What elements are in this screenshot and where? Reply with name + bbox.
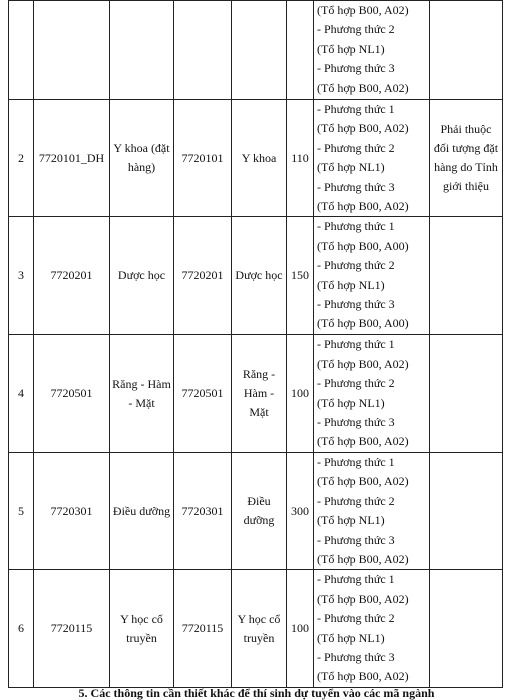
method-line: - Phương thức 2 bbox=[317, 22, 395, 37]
program-name-cell: Điều dưỡng bbox=[110, 452, 174, 569]
program-name-cell bbox=[110, 1, 174, 100]
admission-methods-cell bbox=[314, 217, 430, 335]
section-heading: 5. Các thông tin cần thiết khác để thí sinh dự tuyển vào các mã ngành bbox=[78, 686, 435, 700]
admission-methods-cell bbox=[314, 100, 430, 217]
quota-cell: 110 bbox=[287, 100, 314, 217]
method-line: (Tổ hợp B00, A02) bbox=[317, 356, 409, 371]
admission-code-cell bbox=[174, 1, 232, 100]
method-line: (Tổ hợp B00, A02) bbox=[317, 434, 409, 449]
admission-code-cell: 7720101 bbox=[174, 100, 232, 217]
method-line: (Tổ hợp NL1) bbox=[317, 395, 385, 410]
program-name-cell: Răng - Hàm - Mặt bbox=[110, 335, 174, 452]
table-row bbox=[9, 570, 503, 687]
program-code-cell: 7720501 bbox=[34, 335, 110, 452]
method-line: - Phương thức 2 bbox=[317, 493, 395, 508]
method-line: (Tổ hợp B00, A02) bbox=[317, 3, 409, 17]
method-line: - Phương thức 2 bbox=[317, 611, 395, 626]
row-number-cell: 2 bbox=[9, 100, 34, 217]
note-cell bbox=[430, 335, 503, 452]
quota-cell: 100 bbox=[287, 335, 314, 452]
program-code-cell: 7720115 bbox=[34, 570, 110, 687]
note-cell bbox=[430, 217, 503, 335]
admission-code-cell: 7720501 bbox=[174, 335, 232, 452]
method-line: (Tổ hợp NL1) bbox=[317, 160, 385, 175]
note-cell bbox=[430, 452, 503, 569]
admission-name-cell: Điều dưỡng bbox=[232, 452, 287, 569]
table-row bbox=[9, 1, 503, 100]
admission-methods-cell bbox=[314, 452, 430, 569]
admission-code-cell: 7720201 bbox=[174, 217, 232, 335]
row-number-cell: 4 bbox=[9, 335, 34, 452]
method-line: (Tổ hợp B00, A02) bbox=[317, 199, 409, 214]
table-row bbox=[9, 217, 503, 335]
method-line: (Tổ hợp B00, A02) bbox=[317, 669, 409, 684]
row-number-cell: 6 bbox=[9, 570, 34, 687]
method-line: - Phương thức 3 bbox=[317, 297, 395, 312]
quota-cell: 150 bbox=[287, 217, 314, 335]
method-line: - Phương thức 3 bbox=[317, 179, 395, 194]
method-line: (Tổ hợp B00, A02) bbox=[317, 551, 409, 566]
table-row bbox=[9, 452, 503, 569]
method-line: (Tổ hợp B00, A00) bbox=[317, 316, 409, 331]
method-line: - Phương thức 2 bbox=[317, 258, 395, 273]
quota-cell: 300 bbox=[287, 452, 314, 569]
method-line: (Tổ hợp B00, A02) bbox=[317, 121, 409, 136]
row-number-cell bbox=[9, 1, 34, 100]
program-code-cell: 7720101_DH bbox=[34, 100, 110, 217]
method-line: - Phương thức 3 bbox=[317, 532, 395, 547]
admission-code-cell: 7720115 bbox=[174, 570, 232, 687]
method-line: (Tổ hợp B00, A00) bbox=[317, 238, 409, 253]
row-number-cell: 3 bbox=[9, 217, 34, 335]
method-line: (Tổ hợp NL1) bbox=[317, 513, 385, 528]
admission-name-cell: Y học cổ truyền bbox=[232, 570, 287, 687]
note-cell bbox=[430, 570, 503, 687]
admission-methods-cell bbox=[314, 1, 430, 100]
method-line: - Phương thức 1 bbox=[317, 337, 395, 352]
method-line: - Phương thức 3 bbox=[317, 415, 395, 430]
method-line: - Phương thức 1 bbox=[317, 572, 395, 587]
admission-name-cell: Răng - Hàm - Mặt bbox=[232, 335, 287, 452]
table-row bbox=[9, 100, 503, 217]
table-body bbox=[9, 1, 503, 688]
program-name-cell: Y khoa (đặt hàng) bbox=[110, 100, 174, 217]
admission-name-cell bbox=[232, 1, 287, 100]
method-line: (Tổ hợp NL1) bbox=[317, 41, 385, 56]
method-line: - Phương thức 3 bbox=[317, 61, 395, 76]
method-line: - Phương thức 1 bbox=[317, 102, 395, 116]
method-line: (Tổ hợp B00, A02) bbox=[317, 591, 409, 606]
program-code-cell: 7720201 bbox=[34, 217, 110, 335]
method-line: - Phương thức 2 bbox=[317, 376, 395, 391]
program-name-cell: Y học cổ truyền bbox=[110, 570, 174, 687]
admission-methods-cell bbox=[314, 335, 430, 452]
row-number-cell: 5 bbox=[9, 452, 34, 569]
method-line: (Tổ hợp NL1) bbox=[317, 277, 385, 292]
admission-methods-cell bbox=[314, 570, 430, 687]
method-line: - Phương thức 3 bbox=[317, 649, 395, 664]
method-line: - Phương thức 1 bbox=[317, 219, 395, 234]
method-line: (Tổ hợp NL1) bbox=[317, 630, 385, 645]
admission-name-cell: Dược học bbox=[232, 217, 287, 335]
method-line: (Tổ hợp B00, A02) bbox=[317, 80, 409, 95]
admission-table bbox=[8, 0, 503, 688]
quota-cell bbox=[287, 1, 314, 100]
program-name-cell: Dược học bbox=[110, 217, 174, 335]
note-cell: Phải thuộc đối tượng đặt hàng do Tỉnh giới thiệu bbox=[430, 100, 503, 217]
method-line: - Phương thức 2 bbox=[317, 140, 395, 155]
quota-cell: 100 bbox=[287, 570, 314, 687]
method-line: (Tổ hợp B00, A02) bbox=[317, 474, 409, 489]
table-row bbox=[9, 335, 503, 452]
note-cell bbox=[430, 1, 503, 100]
admission-name-cell: Y khoa bbox=[232, 100, 287, 217]
program-code-cell bbox=[34, 1, 110, 100]
program-code-cell: 7720301 bbox=[34, 452, 110, 569]
method-line: - Phương thức 1 bbox=[317, 454, 395, 469]
admission-code-cell: 7720301 bbox=[174, 452, 232, 569]
